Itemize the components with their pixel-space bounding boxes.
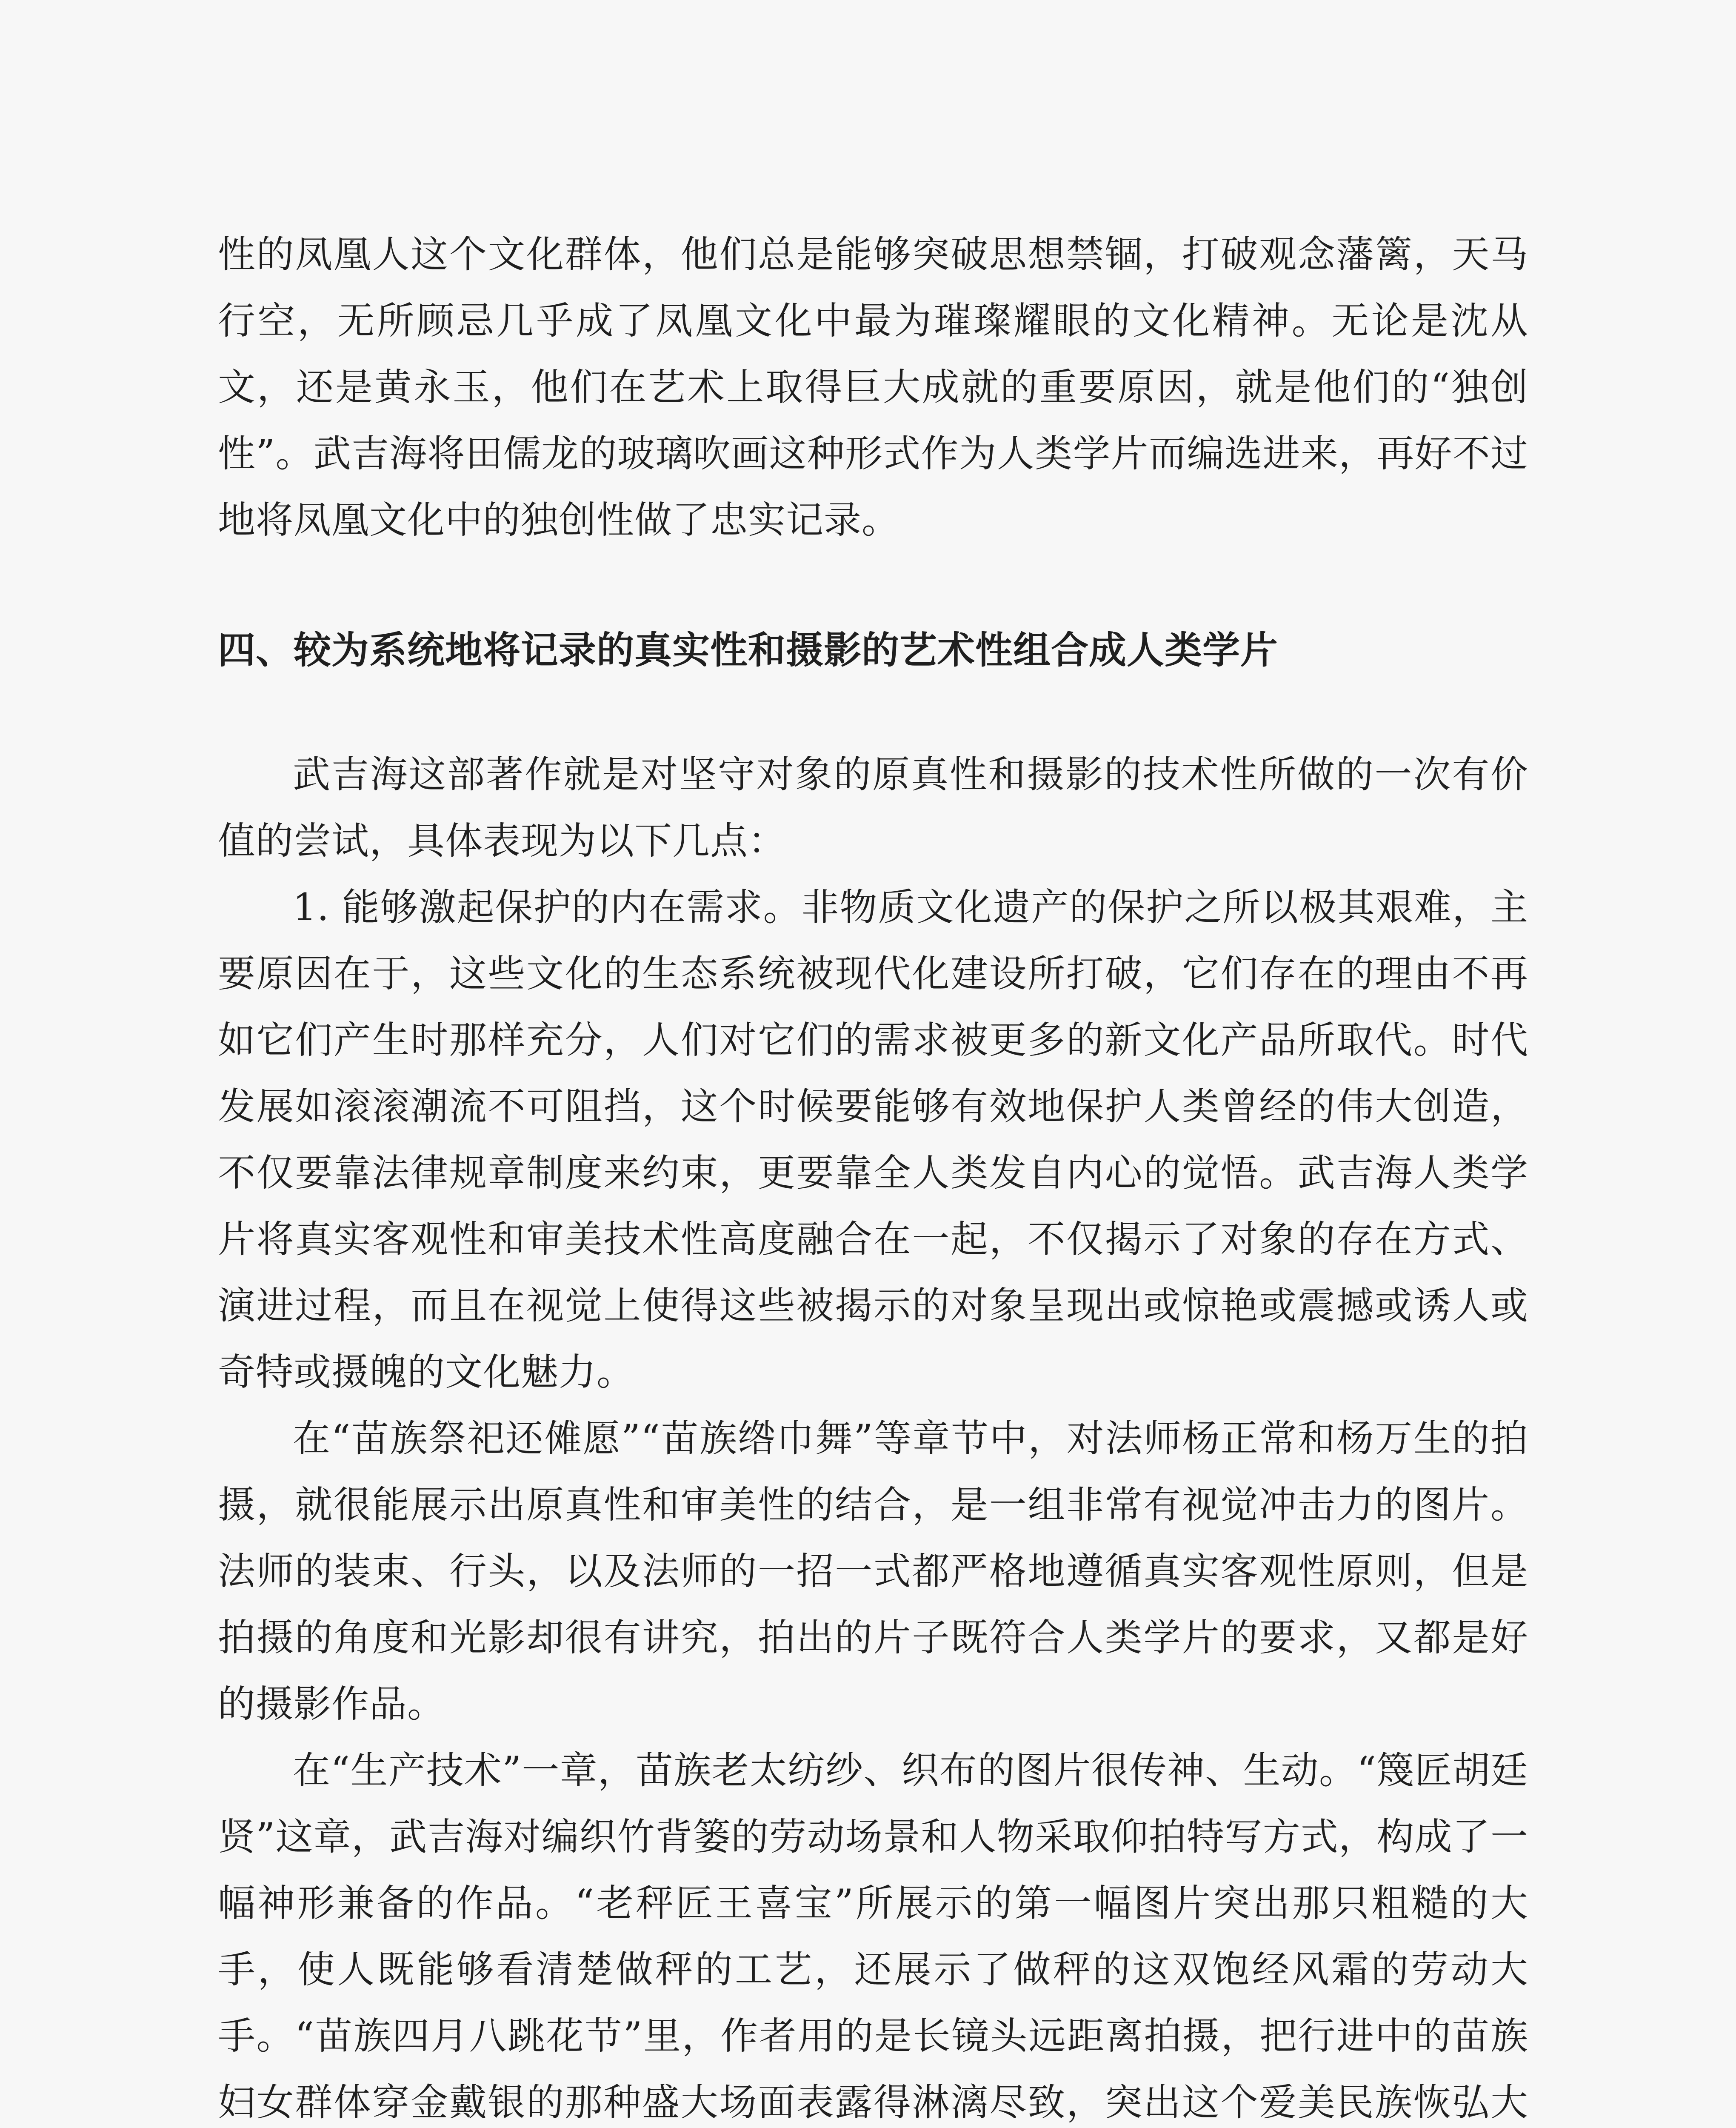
section-heading: 四、较为系统地将记录的真实性和摄影的艺术性组合成人类学片: [218, 628, 1279, 672]
paragraph-point-1: 1. 能够激起保护的内在需求。非物质文化遗产的保护之所以极其艰难，主要原因在于，这些文化的生态系统被现代化建设所打破，它们存在的理由不再如它们产生时那样充分，人们对它们的需求被更多的新文化产品所取代。时代发展如滚滚潮流不可阻挡，这个时候要能够有效地保护人类曾经的伟大创造，不仅要靠法律规章制度来约束，更要靠全人类发自内心的觉悟。武吉海人类学片将真实客观性和审美技术性高度融合在一起，不仅揭示了对象的存在方式、演进过程，而且在视觉上使得这些被揭示的对象呈现出或惊艳或震撼或诱人或奇特或摄魄的文化魅力。: [218, 885, 1528, 1394]
paragraph-intro: 武吉海这部著作就是对坚守对象的原真性和摄影的技术性所做的一次有价值的尝试，具体表现为以下几点：: [218, 752, 1528, 863]
paragraph-continued: 性的凤凰人这个文化群体，他们总是能够突破思想禁锢，打破观念藩篱，天马行空，无所顾忌几乎成了凤凰文化中最为璀璨耀眼的文化精神。无论是沈从文，还是黄永玉，他们在艺术上取得巨大成就的重要原因，就是他们的“独创性”。武吉海将田儒龙的玻璃吹画这种形式作为人类学片而编选进来，再好不过地将凤凰文化中的独创性做了忠实记录。: [218, 232, 1528, 542]
page-body: [218, 221, 1528, 2128]
paragraph-production-tech: 在“生产技术”一章，苗族老太纺纱、织布的图片很传神、生动。“篾匠胡廷贤”这章，武吉海对编织竹背篓的劳动场景和人物采取仰拍特写方式，构成了一幅神形兼备的作品。“老秤匠王喜宝”所展示的第一幅图片突出那只粗糙的大手，使人既能够看清楚做秤的工艺，还展示了做秤的这双饱经风霜的劳动大手。“苗族四月八跳花节”里，作者用的是长镜头远距离拍摄，把行进中的苗族妇女群体穿金戴银的那种盛大场面表露得淋漓尽致，突出这个爱美民族恢弘大: [218, 1748, 1528, 2124]
paragraph-miao-ritual: 在“苗族祭祀还傩愿”“苗族绺巾舞”等章节中，对法师杨正常和杨万生的拍摄，就很能展示出原真性和审美性的结合，是一组非常有视觉冲击力的图片。法师的装束、行头，以及法师的一招一式都严格地遵循真实客观性原则，但是拍摄的角度和光影却很有讲究，拍出的片子既符合人类学片的要求，又都是好的摄影作品。: [218, 1416, 1528, 1726]
